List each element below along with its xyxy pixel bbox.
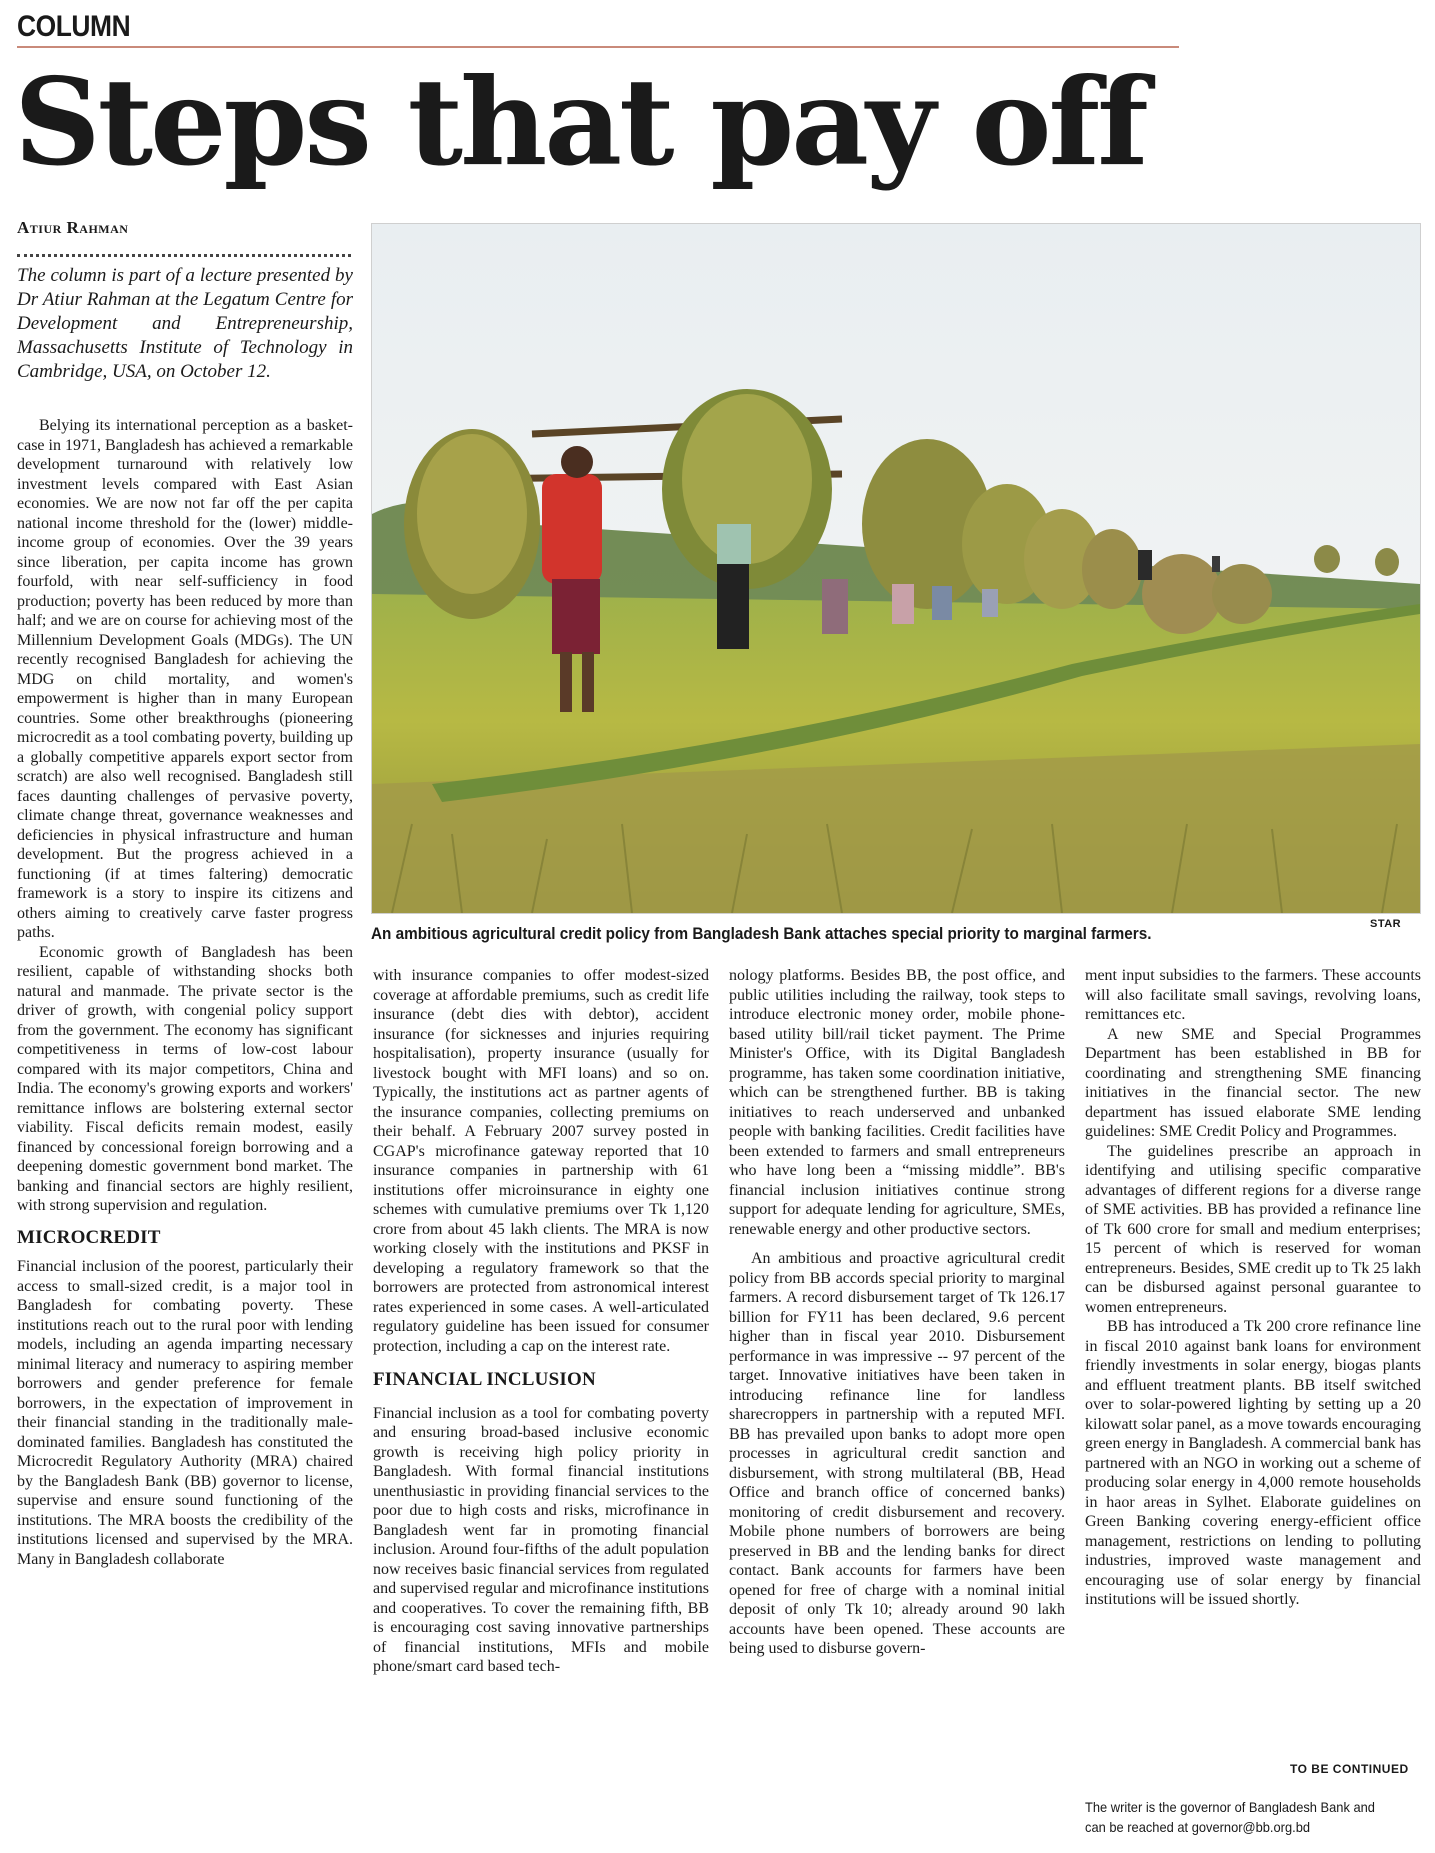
column-2 — [373, 966, 709, 1677]
subheading-microcredit: MICROCREDIT — [17, 1226, 161, 1248]
col4-paragraph: A new SME and Special Programmes Department has been established in BB for coordinating and strengthening SME financing initiatives in the financial sector. The new department has issued elaborate SME lending guidelines: SME Credit Policy and Programmes. — [1085, 1025, 1421, 1140]
subheading-financial-inclusion: FINANCIAL INCLUSION — [373, 1369, 596, 1390]
col3-paragraph: nology platforms. Besides BB, the post office, and public utilities including the railway, took steps to introduce electronic money order, mobile phone-based utility bill/rail ticket payment. The Prime Minister's Office, with its Digital Bangladesh programme, has taken some coordination initiative, which can be strengthened further. BB is taking initiatives to reach underserved and unbanked people with banking facilities. Credit facilities have been extended to farmers and small entrepreneurs who have long been a “missing middle”. BB's financial inclusion initiatives continue strong support for adequate lending for agriculture, SMEs, renewable energy and other productive sectors. — [729, 967, 1065, 1238]
byline-divider — [17, 254, 351, 257]
byline: Atiur Rahman — [17, 218, 129, 237]
col4-paragraph: The guidelines prescribe an approach in identifying and utilising specific comparative advantages of different regions for a diverse range of SME activities. BB has provided a refinance line of Tk 600 crore for small and medium enterprises; 15 percent of which is reserved for woman entrepreneurs. Besides, SME credit up to Tk 25 lakh can be disbursed against personal guarantee to women entrepreneurs. — [1085, 1142, 1421, 1316]
col1-paragraph: Financial inclusion of the poorest, particularly their access to small-sized credit, is a major tool in Bangladesh for combating poverty. These institutions reach out to the rural poor with lending models, including an agenda imparting necessary minimal literacy and numeracy to aspiring member borrowers and gender preference for female borrowers, in the expectation of improvement in their financial standing in the traditionally male-dominated families. Bangladesh has constituted the Microcredit Regulatory Authority (MRA) chaired by the Bangladesh Bank (BB) governor to license, supervise and ensure sound functioning of the institutions. The MRA boosts the credibility of the institutions licensed and supervised by the MRA. Many in Bangladesh collaborate — [17, 1258, 353, 1568]
col2-paragraph: with insurance companies to offer modest-sized coverage at affordable premiums, such as credit life insurance (debt dies with debtor), accident insurance (for sicknesses and injuries requiring hospitalisation), property insurance (usually for livestock bought with MFI loans) and so on. Typically, the institutions act as partner agents of the insurance companies, collecting premiums on their behalf. A February 2007 survey posted in CGAP's microfinance gateway reported that 10 insurance companies in partnership with 61 institutions offer microinsurance in eighty one schemes with cumulative premiums over Tk 1,120 crore from about 45 lakh clients. The MRA is now working closely with the institutions and PKSF in developing a regulatory framework so that the borrowers are protected from astronomical interest rates experienced in some cases. A well-articulated regulatory guideline has been issued for consumer protection, including a cap on the interest rate. — [373, 967, 709, 1355]
photo-caption: An ambitious agricultural credit policy from Bangladesh Bank attaches special priority to marginal farmers. — [371, 924, 1152, 943]
column-1 — [17, 416, 353, 1569]
col3-paragraph: An ambitious and proactive agricultural credit policy from BB accords special priority to marginal farmers. A record disbursement target of Tk 126.17 billion for FY11 has been declared, 9.6 percent higher than in fiscal year 2010. Disbursement performance in was impressive -- 97 percent of the target. Innovative initiatives have been taken in introducing refinance line for landless sharecroppers in partnership with a reputed MFI. BB has prevailed upon banks to adopt more open processes in agricultural credit sanction and disbursement, with strong multilateral (BB, Head Office and branch office of concerned banks) monitoring of credit disbursement and recovery. Mobile phone numbers of borrowers are being preserved in BB and the lending banks for direct contact. Bank accounts for farmers have been opened for free of charge with a nominal initial deposit of only Tk 10; already around 90 lakh accounts have been opened. These accounts are being used to disburse govern- — [729, 1250, 1065, 1657]
photo-credit: STAR — [1370, 918, 1402, 930]
intro-note: The column is part of a lecture presented by Dr Atiur Rahman at the Legatum Centre for Development and Entrepreneurship, Massachusetts Institute of Technology in Cambridge, USA, on October 12. — [17, 265, 353, 382]
section-label: COLUMN — [17, 10, 131, 43]
farmers-carrying-rice-photo — [372, 224, 1420, 913]
writer-note: The writer is the governor of Bangladesh Bank and can be reached at governor@bb.org.bd — [1085, 1799, 1375, 1835]
to-be-continued: TO BE CONTINUED — [1290, 1762, 1409, 1776]
col4-paragraph: BB has introduced a Tk 200 crore refinance line in fiscal 2010 against bank loans for environment friendly investments in solar energy, biogas plants and effluent treatment plants. BB itself switched over to solar-powered lighting by setting up a 20 kilowatt solar panel, as a move towards encouraging green energy in Bangladesh. A commercial bank has partnered with an NGO in working out a scheme of producing solar energy in 4,000 remote households in haor areas in Sylhet. Elaborate guidelines on Green Banking covering energy-efficient office management, restrictions on lending to polluting industries, improved waste management and encouraging use of solar energy by financial institutions will be issued shortly. — [1085, 1318, 1421, 1608]
col2-paragraph: Financial inclusion as a tool for combating poverty and ensuring broad-based inclusive economic growth is receiving high policy priority in Bangladesh. With formal financial institutions unenthusiastic in providing financial services to the poor due to high costs and risks, microfinance in Bangladesh went far in promoting financial inclusion. Around four-fifths of the adult population now receives basic financial services from regulated and supervised regular and microfinance institutions and cooperatives. To cover the remaining fifth, BB is encouraging cost saving innovative partnerships of financial institutions, MFIs and mobile phone/smart card based tech- — [373, 1404, 709, 1675]
header-divider — [17, 46, 1179, 48]
col1-paragraph: Belying its international perception as a basket-case in 1971, Bangladesh has achieved a remarkable development turnaround with relatively low investment levels compared with East Asian economies. We are now not far off the per capita national income threshold for the (lower) middle-income group of economies. Over the 39 years since liberation, per capita income has grown fourfold, with near self-sufficiency in food production; poverty has been reduced by more than half; and we are on course for achieving most of the Millennium Development Goals (MDGs). The UN recently recognised Bangladesh for achieving the MDG on child mortality, and women's empowerment is higher than in many European countries. Some other breakthroughs (pioneering microcredit as a tool combating poverty, building up a globally competitive apparels export sector from scratch) are also well recognised. Bangladesh still faces daunting challenges of pervasive poverty, climate change threat, governance weaknesses and deficiencies in physical infrastructure and human development. But the progress achieved in a functioning (if at times faltering) democratic framework is a story to inspire its citizens and others aiming to creatively carve faster progress paths. — [17, 417, 353, 941]
headline: Steps that pay off — [14, 52, 1146, 193]
column-4 — [1085, 966, 1421, 1610]
column-3 — [729, 966, 1065, 1659]
article-photo — [371, 223, 1421, 914]
col1-paragraph: Economic growth of Bangladesh has been resilient, capable of withstanding shocks both natural and manmade. The private sector is the driver of growth, with congenial policy support from the government. The economy has significant competitiveness in terms of low-cost labour compared with its major competitors, China and India. The economy's growing exports and workers' remittance inflows are bolstering external sector viability. Fiscal deficits remain modest, easily financed by concessional foreign borrowing and a deepening domestic government bond market. The banking and financial sectors are highly resilient, with strong supervision and regulation. — [17, 943, 353, 1214]
col4-paragraph: ment input subsidies to the farmers. These accounts will also facilitate small savings, revolving loans, remittances etc. — [1085, 967, 1421, 1023]
